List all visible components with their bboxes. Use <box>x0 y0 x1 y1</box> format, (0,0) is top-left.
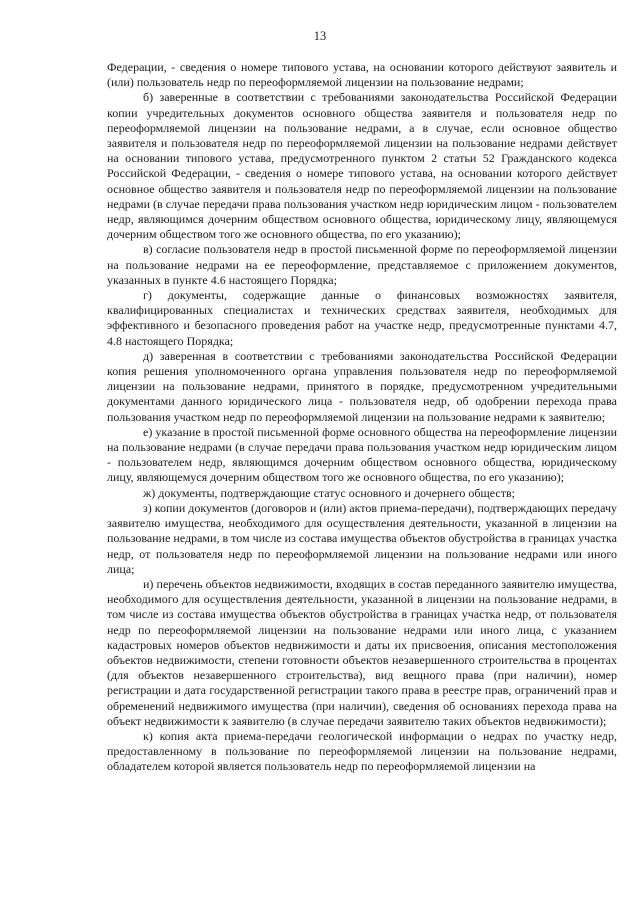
paragraph-item-v: в) согласие пользователя недр в простой письменной форме по переоформляемой лицензии на пользование недрами на ее переоформление, представляемое с приложением документов, указанных в пункте 4.6 настоящего Порядка; <box>107 242 617 287</box>
paragraph-item-k: к) копия акта приема-передачи геологической информации о недрах по участку недр, предоставленному в пользование по переоформляемой лицензии на пользование недрами, обладателем которой является пользователь недр по переоформляемой лицензии на <box>107 728 617 774</box>
paragraph-continuation: Федерации, - сведения о номере типового устава, на основании которого действуют заявитель и (или) пользователь недр по переоформляемой лицензии на пользование недрами; <box>107 60 617 90</box>
page-number: 13 <box>313 29 327 43</box>
paragraph-item-e: е) указание в простой письменной форме основного общества на переоформление лицензии на пользование недрами (в случае передачи права пользования участком недр юридическим лицом - пользователем недр, являющимся дочерним обществом основного общества, юридическому лицу, являющемуся дочерним обществом того же основного общества, по его указанию); <box>107 424 617 485</box>
paragraph-item-zh: ж) документы, подтверждающие статус основного и дочернего обществ; <box>143 485 515 500</box>
paragraph-item-g: г) документы, содержащие данные о финансовых возможностях заявителя, квалифицированных специалистах и технических средствах заявителя, необходимых для эффективного и безопасного проведения работ на участке недр, предусмотренные пунктами 4.7, 4.8 настоящего Порядка; <box>107 288 617 348</box>
paragraph-item-i: и) перечень объектов недвижимости, входящих в состав переданного заявителю имущества, необходимого для осуществления деятельности, указанной в лицензии на пользование недрами, в том числе из состава имущества объектов обустройства в границах участка недр, от пользователя недр по переоформляемой лицензии на пользование недрами или иного лица, с указанием кадастровых номеров объектов недвижимости и даты их присвоения, описания местоположения объектов недвижимости, степени готовности объектов незавершенного строительства в процентах (для объектов незавершенного строительства), вид вещного права (при наличии), номер регистрации и дата государственной регистрации такого права в реестре прав, ограничений прав и обременений недвижимого имущества (при наличии), сведения об основаниях перехода права на объект недвижимости к заявителю (в случае передачи заявителю таких объектов недвижимости); <box>107 576 617 728</box>
paragraph-item-b: б) заверенные в соответствии с требованиями законодательства Российской Федерации копии учредительных документов основного общества заявителя и пользователя недр по переоформляемой лицензии на пользование недрами, а в случае, если основное общество заявителя и пользователя недр по переоформляемой лицензии на пользование недрами действует на основании типового устава, предусмотренного пунктом 2 статьи 52 Гражданского кодекса Российской Федерации, - сведения о номере типового устава, на основании которого действует основное общество заявителя и пользователя недр по переоформляемой лицензии на пользование недрами (в случае передачи права пользования участком недр юридическим лицом - пользователем недр, являющимся дочерним обществом основного общества, юридическому лицу, являющемуся дочерним обществом того же основного общества, по его указанию); <box>107 90 617 242</box>
document-body <box>107 60 617 775</box>
paragraph-item-d: д) заверенная в соответствии с требованиями законодательства Российской Федерации копия решения уполномоченного органа управления пользователя недр по переоформляемой лицензии на пользование недрами, принятого в порядке, предусмотренном учредительными документами данного юридического лица - пользователя недр, об одобрении перехода права пользования участком недр по переоформляемой лицензии на пользование недрами к заявителю; <box>107 348 617 424</box>
paragraph-item-z: з) копии документов (договоров и (или) актов приема-передачи), подтверждающих передачу заявителю имущества, необходимого для осуществления деятельности, указанной в лицензии на пользование недрами, в том числе из состава имущества объектов обустройства в границах участка недр, от пользователя недр по переоформляемой лицензии на пользование недрами или иного лица; <box>107 500 617 576</box>
